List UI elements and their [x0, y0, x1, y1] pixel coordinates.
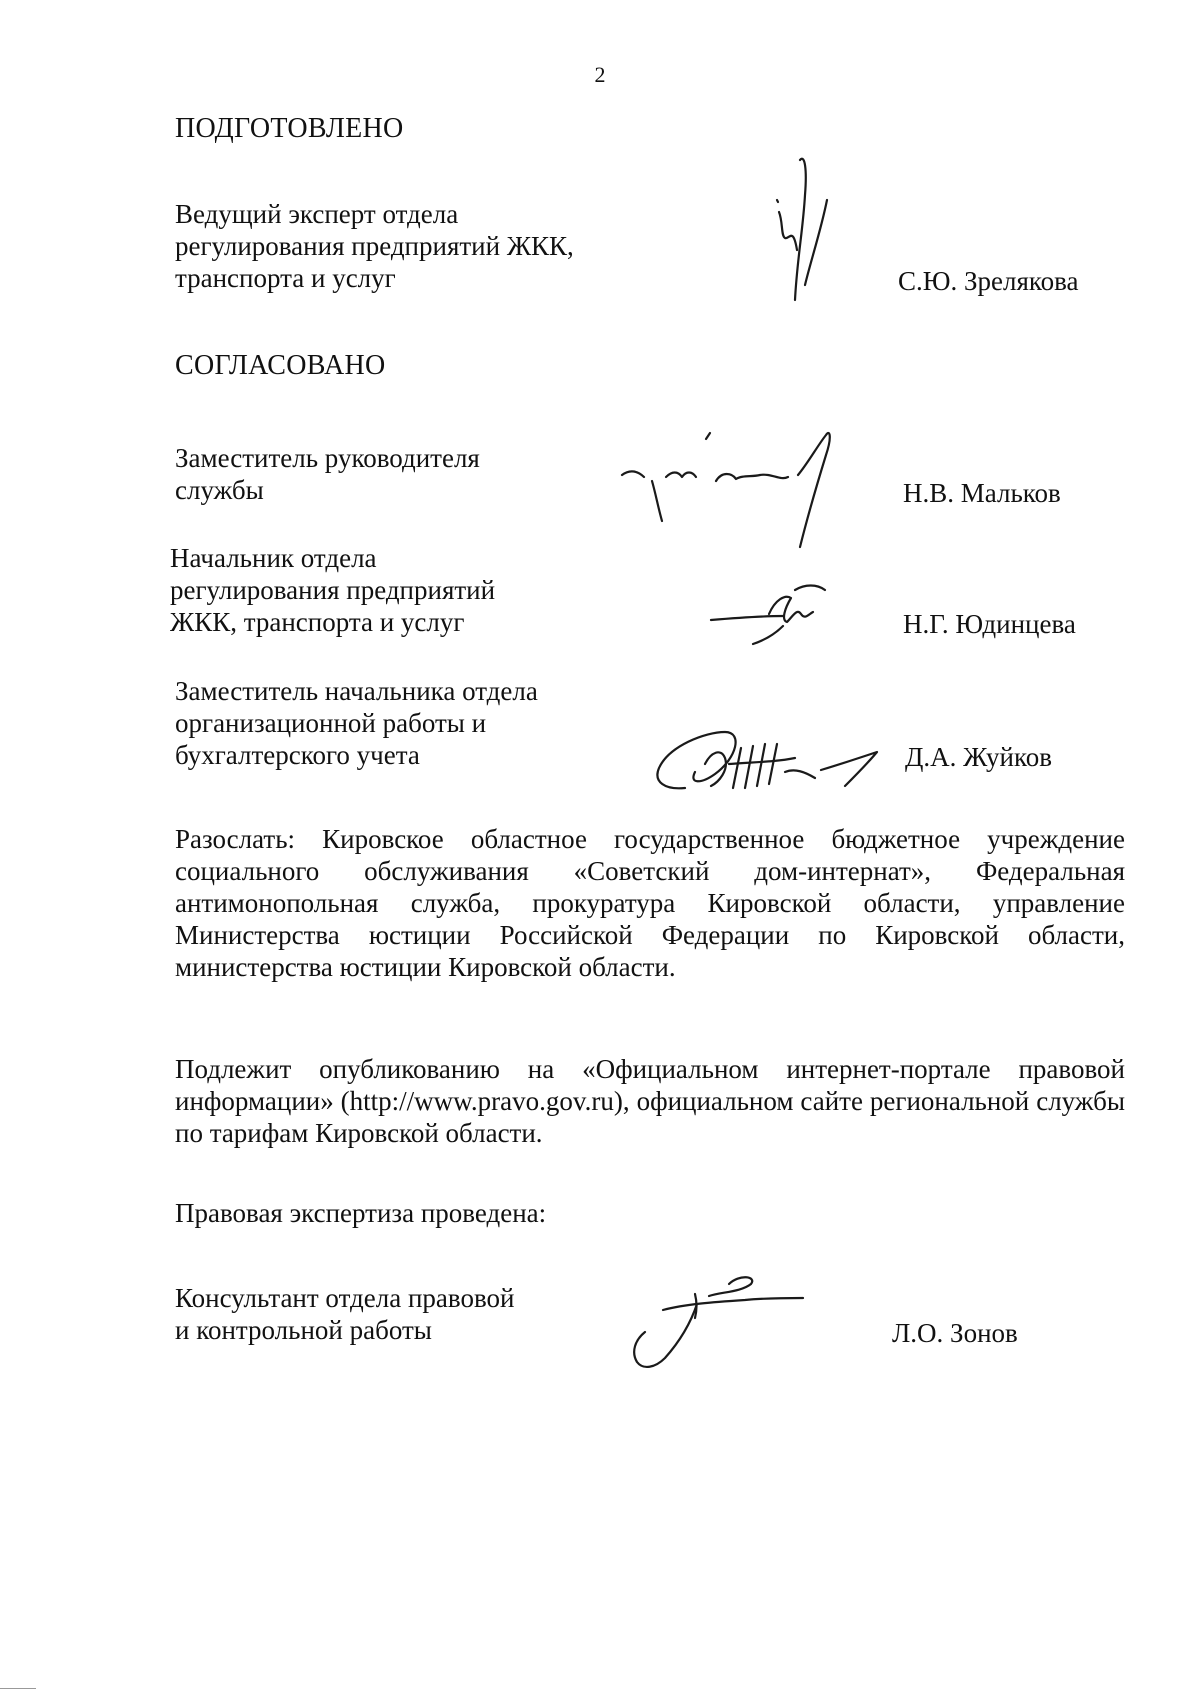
legal-review-heading: Правовая экспертиза проведена:	[175, 1198, 547, 1228]
position-line: Заместитель начальника отдела	[175, 676, 538, 706]
prepared-position	[175, 198, 574, 294]
signature-zonov	[625, 1270, 805, 1380]
signer-position	[170, 542, 495, 638]
signer-name: Н.В. Мальков	[903, 478, 1061, 508]
signature-malkov	[612, 425, 882, 555]
signature-zrelyakova	[755, 150, 855, 310]
legal-review-position	[175, 1282, 514, 1346]
position-line: Консультант отдела правовой	[175, 1283, 515, 1313]
position-line: Начальник отдела	[170, 543, 377, 573]
distribution-list: Разослать: Кировское областное государственное бюджетное учреждение социального обслуживания «Советский дом-интернат», Федеральная антимонопольная служба, прокуратура Кировской области, управление Министерства юстиции Российской Федерации по Кировской области, министерства юстиции Кировской области.	[175, 824, 1125, 982]
position-line: регулирования предприятий ЖКК,	[175, 231, 574, 261]
position-line: регулирования предприятий	[170, 575, 496, 605]
position-line: ЖКК, транспорта и услуг	[170, 607, 465, 637]
agreed-heading: СОГЛАСОВАНО	[175, 350, 386, 381]
position-line: Ведущий эксперт отдела	[175, 199, 459, 229]
position-line: транспорта и услуг	[175, 263, 396, 293]
signer-position	[175, 442, 480, 506]
scan-edge-mark	[0, 1688, 36, 1689]
position-line: Заместитель руководителя	[175, 443, 480, 473]
position-line: бухгалтерского учета	[175, 740, 420, 770]
signer-position	[175, 675, 538, 771]
signer-name: Д.А. Жуйков	[905, 742, 1052, 772]
signer-name: Н.Г. Юдинцева	[903, 609, 1076, 639]
publication-notice: Подлежит опубликованию на «Официальном интернет-портале правовой информации» (http://www.pravo.gov.ru), официальном сайте региональной службы по тарифам Кировской области.	[175, 1054, 1125, 1148]
signature-yudintseva	[705, 580, 835, 650]
position-line: службы	[175, 475, 264, 505]
prepared-heading: ПОДГОТОВЛЕНО	[175, 113, 404, 144]
prepared-name: С.Ю. Зрелякова	[898, 266, 1079, 296]
legal-review-name: Л.О. Зонов	[892, 1318, 1018, 1348]
position-line: и контрольной работы	[175, 1315, 432, 1345]
page-number: 2	[594, 62, 606, 87]
signature-zhuikov	[645, 708, 905, 808]
position-line: организационной работы и	[175, 708, 487, 738]
